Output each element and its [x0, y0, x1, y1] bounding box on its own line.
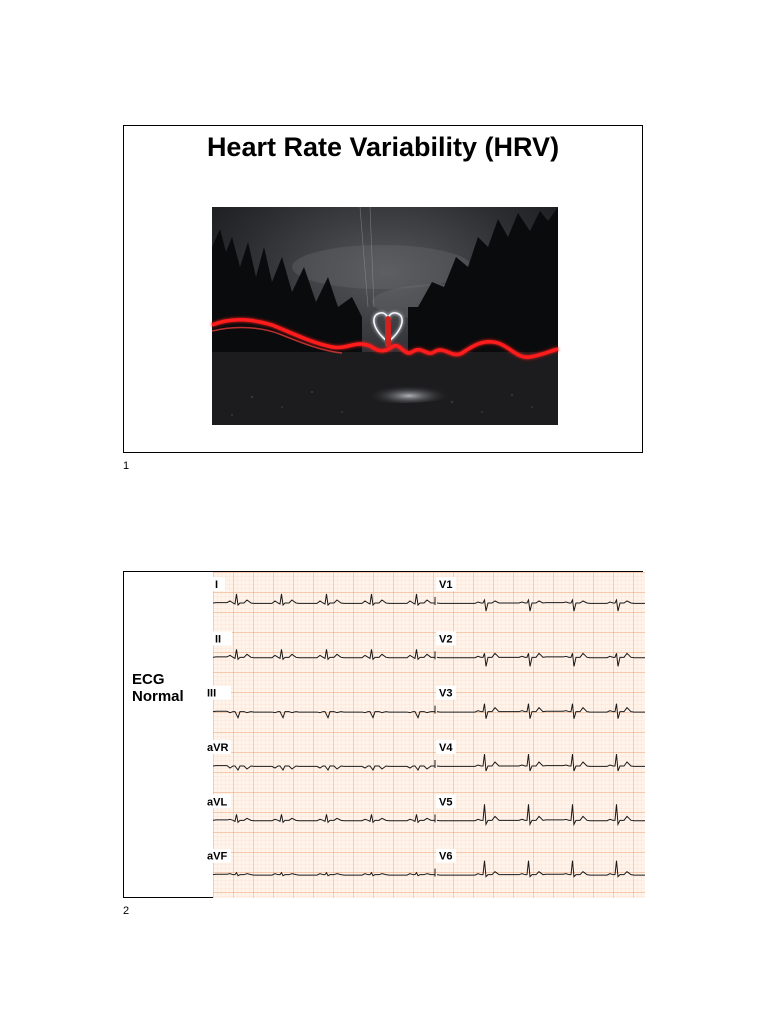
lead-label-V2: V2	[439, 633, 453, 646]
ecg-title	[132, 671, 184, 705]
lead-label-V6: V6	[439, 850, 453, 863]
lead-label-aVR: aVR	[207, 742, 229, 754]
lead-label-II: II	[215, 633, 222, 646]
slide-1	[123, 125, 643, 453]
ecg-title-line-2: Normal	[132, 688, 184, 705]
lead-label-aVL: aVL	[207, 796, 228, 809]
lead-label-V1: V1	[439, 579, 453, 591]
ecg-grid	[213, 572, 645, 898]
lead-label-V5: V5	[439, 796, 453, 809]
lead-label-V3: V3	[439, 687, 453, 700]
lead-label-III: III	[207, 687, 217, 700]
slide-title: Heart Rate Variability (HRV)	[206, 132, 560, 162]
slide-2	[123, 571, 643, 898]
night-forest-light-painting-photo	[212, 207, 558, 425]
lead-label-I-bg	[212, 577, 225, 591]
slide-number: 2	[123, 905, 130, 917]
lead-label-aVF: aVF	[207, 850, 228, 863]
lead-label-I: I	[215, 579, 219, 591]
slide-number: 1	[123, 460, 130, 472]
ecg-title-line-1: ECG	[132, 671, 165, 688]
lead-label-V4: V4	[439, 742, 453, 754]
ecg-12-lead-tracing	[207, 572, 645, 898]
